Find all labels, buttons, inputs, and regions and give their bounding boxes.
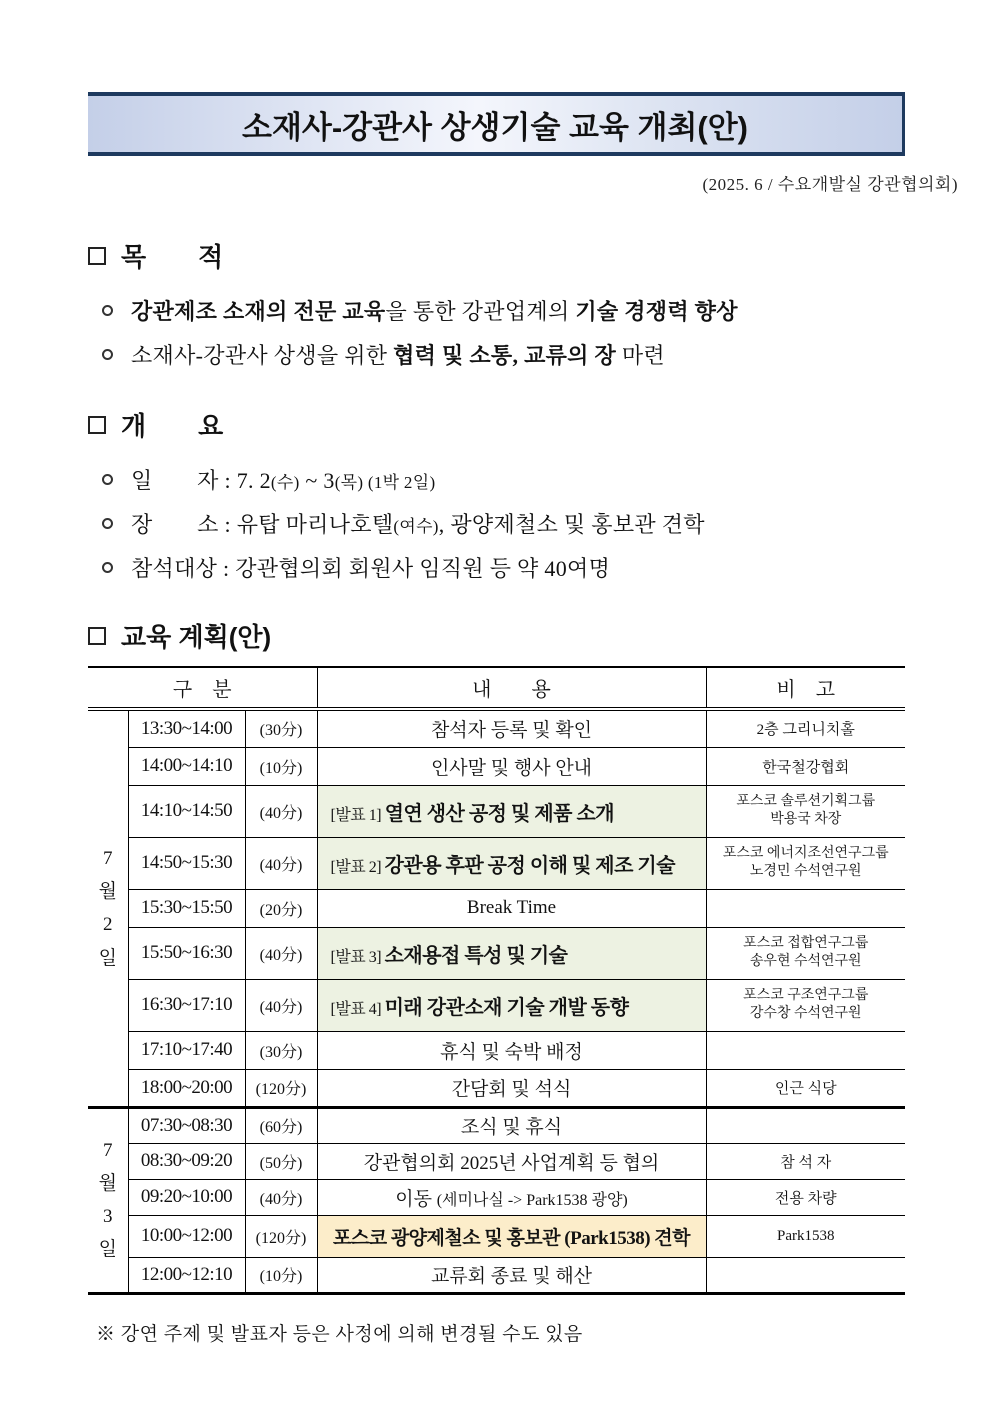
purpose-1-bold-1: 강관제조 소재의 전문 교육 xyxy=(131,298,386,324)
content-cell-presentation-1: [발표 1] 열연 생산 공정 및 제품 소개 xyxy=(317,785,706,837)
content-cell: 휴식 및 숙박 배정 xyxy=(317,1031,706,1069)
table-row xyxy=(88,889,905,927)
schedule-table xyxy=(88,666,905,1295)
table-row xyxy=(88,1069,905,1107)
circle-bullet-icon xyxy=(102,305,113,316)
remark-cell xyxy=(706,1107,905,1143)
duration-cell: (60分) xyxy=(245,1107,317,1143)
remark-cell: 참 석 자 xyxy=(780,1154,832,1171)
day2-label-cell: 7월3일 xyxy=(88,1107,128,1293)
purpose-bullets xyxy=(88,288,905,376)
duration-cell: (40分) xyxy=(245,927,317,979)
purpose-1-bold-2: 기술 경쟁력 향상 xyxy=(575,298,738,324)
duration-cell: (30分) xyxy=(245,709,317,747)
table-row xyxy=(88,1179,905,1215)
table-row xyxy=(88,1107,905,1143)
plan-heading-label: 교육 계획(안) xyxy=(121,622,272,652)
time-cell: 12:00~12:10 xyxy=(128,1257,245,1293)
duration-cell: (30分) xyxy=(245,1031,317,1069)
title-banner xyxy=(88,92,905,156)
section-overview-heading xyxy=(88,406,905,443)
time-cell: 18:00~20:00 xyxy=(128,1069,245,1107)
time-cell: 08:30~09:20 xyxy=(128,1143,245,1179)
table-row xyxy=(88,709,905,747)
footnote-text: ※ 강연 주제 및 발표자 등은 사정에 의해 변경될 수도 있음 xyxy=(96,1323,583,1345)
purpose-bullet-1 xyxy=(102,288,905,332)
content-cell: 간담회 및 석식 xyxy=(317,1069,706,1107)
remark-cell: 포스코 구조연구그룹 강수창 수석연구원 xyxy=(743,987,869,1021)
duration-cell: (40分) xyxy=(245,837,317,889)
time-cell: 14:50~15:30 xyxy=(128,837,245,889)
document-page xyxy=(88,0,958,1346)
duration-cell: (20分) xyxy=(245,889,317,927)
purpose-heading-label: 목 적 xyxy=(121,242,224,272)
square-bullet-icon xyxy=(88,247,106,265)
time-cell: 16:30~17:10 xyxy=(128,979,245,1031)
place-value-2: , 광양제철소 및 홍보관 견학 xyxy=(438,511,705,537)
page-title: 소재사-강관사 상생기술 교육 개최(안) xyxy=(242,109,748,145)
content-cell: 조식 및 휴식 xyxy=(317,1107,706,1143)
content-cell: 이동 (세미나실 -> Park1538 광양) xyxy=(317,1179,706,1215)
table-row xyxy=(88,1031,905,1069)
time-cell: 14:00~14:10 xyxy=(128,747,245,785)
purpose-2-text-1: 소재사-강관사 상생을 위한 xyxy=(131,342,394,368)
time-cell: 15:50~16:30 xyxy=(128,927,245,979)
content-cell: 강관협의회 2025년 사업계획 등 협의 xyxy=(317,1143,706,1179)
date-weekday-2: (목) xyxy=(334,472,364,492)
purpose-2-bold: 협력 및 소통, 교류의 장 xyxy=(393,342,617,368)
duration-cell: (40分) xyxy=(245,979,317,1031)
remark-cell xyxy=(706,1031,905,1069)
attendee-label: 참석대상 : xyxy=(131,555,236,581)
content-cell: 인사말 및 행사 안내 xyxy=(317,747,706,785)
purpose-2-text-2: 마련 xyxy=(616,342,665,368)
square-bullet-icon xyxy=(88,627,106,645)
purpose-1-text: 을 통한 강관업계의 xyxy=(385,298,576,324)
column-header-group: 구 분 xyxy=(88,667,317,709)
duration-cell: (10分) xyxy=(245,1257,317,1293)
date-label: 일 자 : xyxy=(131,467,237,493)
duration-cell: (40分) xyxy=(245,1179,317,1215)
remark-cell: 전용 차량 xyxy=(774,1190,837,1207)
content-cell-presentation-3: [발표 3] 소재용접 특성 및 기술 xyxy=(317,927,706,979)
time-cell: 09:20~10:00 xyxy=(128,1179,245,1215)
time-cell: 17:10~17:40 xyxy=(128,1031,245,1069)
table-row xyxy=(88,837,905,889)
section-plan-heading xyxy=(88,617,905,654)
remark-cell: 한국철강협회 xyxy=(762,759,850,776)
remark-cell: 인근 식당 xyxy=(774,1081,837,1097)
table-row xyxy=(88,1215,905,1257)
duration-cell: (50分) xyxy=(245,1143,317,1179)
time-cell: 13:30~14:00 xyxy=(128,709,245,747)
circle-bullet-icon xyxy=(102,562,113,573)
purpose-bullet-2 xyxy=(102,332,905,376)
overview-attendee-line xyxy=(102,545,905,589)
subtitle-row xyxy=(88,170,958,195)
remark-cell: Park1538 xyxy=(777,1227,835,1244)
duration-cell: (120分) xyxy=(245,1215,317,1257)
overview-date-line xyxy=(102,457,905,501)
overview-bullets xyxy=(88,457,905,589)
date-value-2: ~ 3 xyxy=(299,467,335,493)
time-cell: 15:30~15:50 xyxy=(128,889,245,927)
section-purpose-heading xyxy=(88,237,905,274)
content-cell-tour: 포스코 광양제철소 및 홍보관 (Park1538) 견학 xyxy=(317,1215,706,1257)
content-cell: 교류회 종료 및 해산 xyxy=(317,1257,706,1293)
circle-bullet-icon xyxy=(102,518,113,529)
date-weekday-1: (수) xyxy=(270,472,300,492)
place-value-1: 유탑 마리나호텔 xyxy=(236,511,394,537)
table-row xyxy=(88,979,905,1031)
table-row xyxy=(88,927,905,979)
date-value-1: 7. 2 xyxy=(236,467,271,493)
table-row xyxy=(88,785,905,837)
time-cell: 10:00~12:00 xyxy=(128,1215,245,1257)
content-cell: 참석자 등록 및 확인 xyxy=(317,709,706,747)
circle-bullet-icon xyxy=(102,349,113,360)
duration-cell: (10分) xyxy=(245,747,317,785)
table-row xyxy=(88,747,905,785)
table-header-row xyxy=(88,667,905,709)
content-cell: Break Time xyxy=(317,889,706,927)
footnote-row xyxy=(96,1319,905,1346)
circle-bullet-icon xyxy=(102,474,113,485)
remark-cell: 2층 그리니치홀 xyxy=(756,722,855,739)
time-cell: 14:10~14:50 xyxy=(128,785,245,837)
overview-place-line xyxy=(102,501,905,545)
time-cell: 07:30~08:30 xyxy=(128,1107,245,1143)
content-cell-presentation-4: [발표 4] 미래 강관소재 기술 개발 동향 xyxy=(317,979,706,1031)
remark-cell: 포스코 에너지조선연구그룹 노경민 수석연구원 xyxy=(722,845,889,879)
column-header-content: 내 용 xyxy=(317,667,706,709)
content-cell-presentation-2: [발표 2] 강관용 후판 공정 이해 및 제조 기술 xyxy=(317,837,706,889)
duration-cell: (120分) xyxy=(245,1069,317,1107)
remark-cell xyxy=(706,1257,905,1293)
column-header-remark: 비 고 xyxy=(706,667,905,709)
remark-cell: 포스코 접합연구그룹 송우현 수석연구원 xyxy=(743,935,869,969)
date-duration: (1박 2일) xyxy=(363,472,436,492)
overview-heading-label: 개 요 xyxy=(121,411,224,441)
day1-label-cell: 7월2일 xyxy=(88,709,128,1107)
remark-cell: 포스코 솔루션기획그룹 박용국 차장 xyxy=(736,793,876,827)
table-row xyxy=(88,1143,905,1179)
doc-subtitle: (2025. 6 / 수요개발실 강관협의회) xyxy=(702,175,958,194)
remark-cell xyxy=(706,889,905,927)
table-row xyxy=(88,1257,905,1293)
duration-cell: (40分) xyxy=(245,785,317,837)
place-city: (여수) xyxy=(393,516,439,536)
attendee-value: 강관협의회 회원사 임직원 등 약 40여명 xyxy=(235,555,611,581)
square-bullet-icon xyxy=(88,416,106,434)
place-label: 장 소 : xyxy=(131,511,237,537)
